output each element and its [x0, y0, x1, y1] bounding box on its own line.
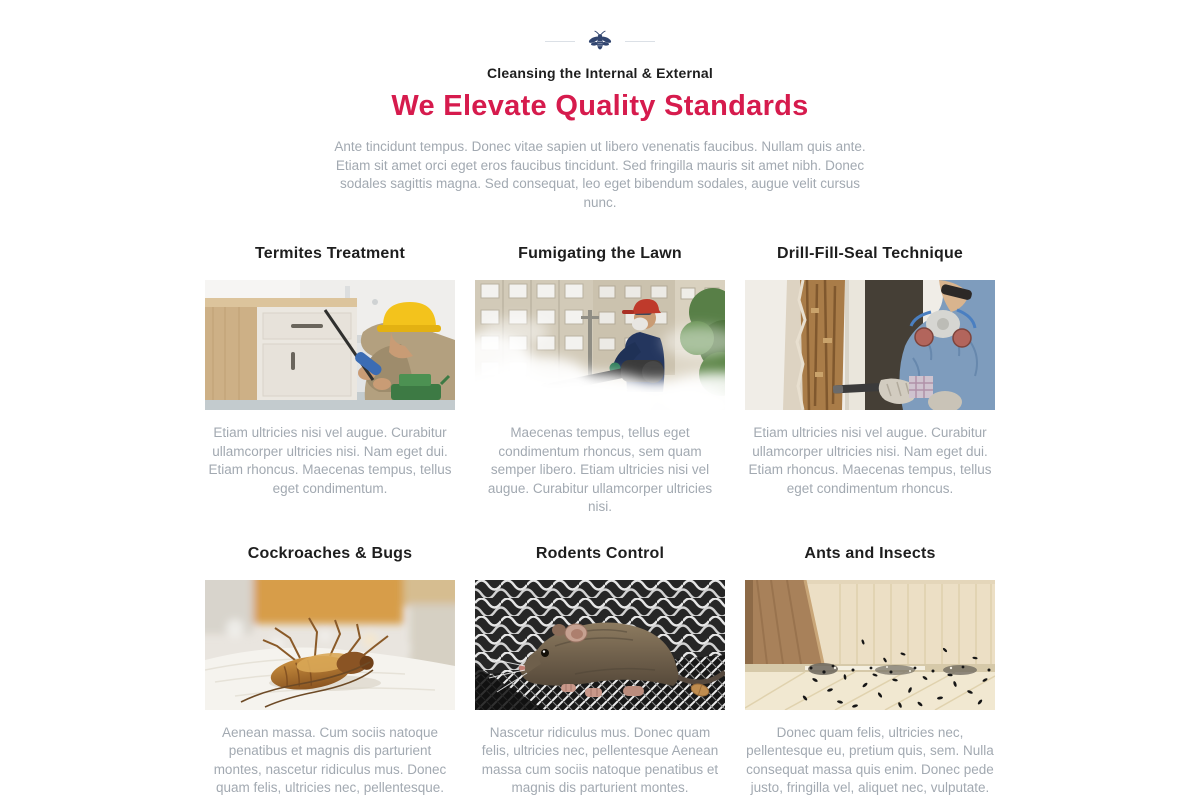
fumigating-illustration	[475, 280, 725, 410]
cockroach-illustration	[205, 580, 455, 710]
section-kicker: Cleansing the Internal & External	[487, 65, 713, 81]
service-card-image	[745, 580, 995, 710]
service-card-description: Etiam ultricies nisi vel augue. Curabitur ullamcorper ultricies nisi. Nam eget dui. Etiam rhoncus. Maecenas tempus, tellus eget condimentum.	[208, 425, 452, 496]
drill-fill-seal-illustration	[745, 280, 995, 410]
service-card-image	[745, 280, 995, 410]
service-card-cockroaches	[205, 545, 455, 798]
service-card-drill-fill-seal	[745, 245, 995, 517]
service-card-description: Maecenas tempus, tellus eget condimentum rhoncus, sem quam semper libero. Etiam ultricies nisi vel augue. Curabitur ullamcorper ultricies nisi.	[487, 425, 713, 514]
section-header	[0, 0, 1200, 212]
service-card-rodents	[475, 545, 725, 798]
service-card-fumigating	[475, 245, 725, 517]
service-card-title: Rodents Control	[535, 544, 665, 562]
service-card-image	[475, 280, 725, 410]
section-title: We Elevate Quality Standards	[391, 90, 809, 122]
service-card-description: Nascetur ridiculus mus. Donec quam felis, ultricies nec, pellentesque Aenean massa cum sociis natoque penatibus et magnis dis parturient montes.	[481, 724, 719, 795]
service-card-title: Ants and Insects	[804, 544, 936, 562]
service-card-image	[475, 580, 725, 710]
ants-on-floor-illustration	[745, 580, 995, 710]
service-card-image	[205, 580, 455, 710]
service-card-title: Drill-Fill-Seal Technique	[776, 245, 964, 262]
service-card-description: Donec quam felis, ultricies nec, pellentesque eu, pretium quis, sem. Nulla consequat massa quis enim. Donec pede justo, fringilla vel, aliquet nec, vulputate.	[746, 724, 994, 795]
service-card-title: Termites Treatment	[254, 245, 406, 262]
termites-treatment-illustration	[205, 280, 455, 410]
section-intro: Ante tincidunt tempus. Donec vitae sapien ut libero venenatis faucibus. Nullam quis ante. Etiam sit amet orci eget eros faucibus tincidunt. Sed fringilla mauris sit amet nibh. Donec sodales sagittis magna. Sed consequat, leo eget bibendum sodales, augue velit cursus nunc.	[334, 139, 866, 210]
divider-line-right	[625, 41, 655, 42]
service-card-title: Cockroaches & Bugs	[247, 544, 413, 562]
service-card-termites	[205, 245, 455, 517]
rat-in-cage-illustration	[475, 580, 725, 710]
service-card-image	[205, 280, 455, 410]
decorative-divider	[0, 30, 1200, 52]
service-card-title: Fumigating the Lawn	[518, 245, 682, 262]
divider-line-left	[545, 41, 575, 42]
service-card-description: Etiam ultricies nisi vel augue. Curabitur ullamcorper ultricies nisi. Nam eget dui. Etiam rhoncus. Maecenas tempus, tellus eget condimentum rhoncus.	[748, 425, 992, 496]
services-grid	[205, 245, 995, 798]
service-card-description: Aenean massa. Cum sociis natoque penatibus et magnis dis parturient montes, nascetur ridiculus mus. Donec quam felis, ultricies nec, pellentesque.	[213, 724, 447, 795]
bee-icon	[587, 30, 613, 52]
service-card-ants	[745, 545, 995, 798]
